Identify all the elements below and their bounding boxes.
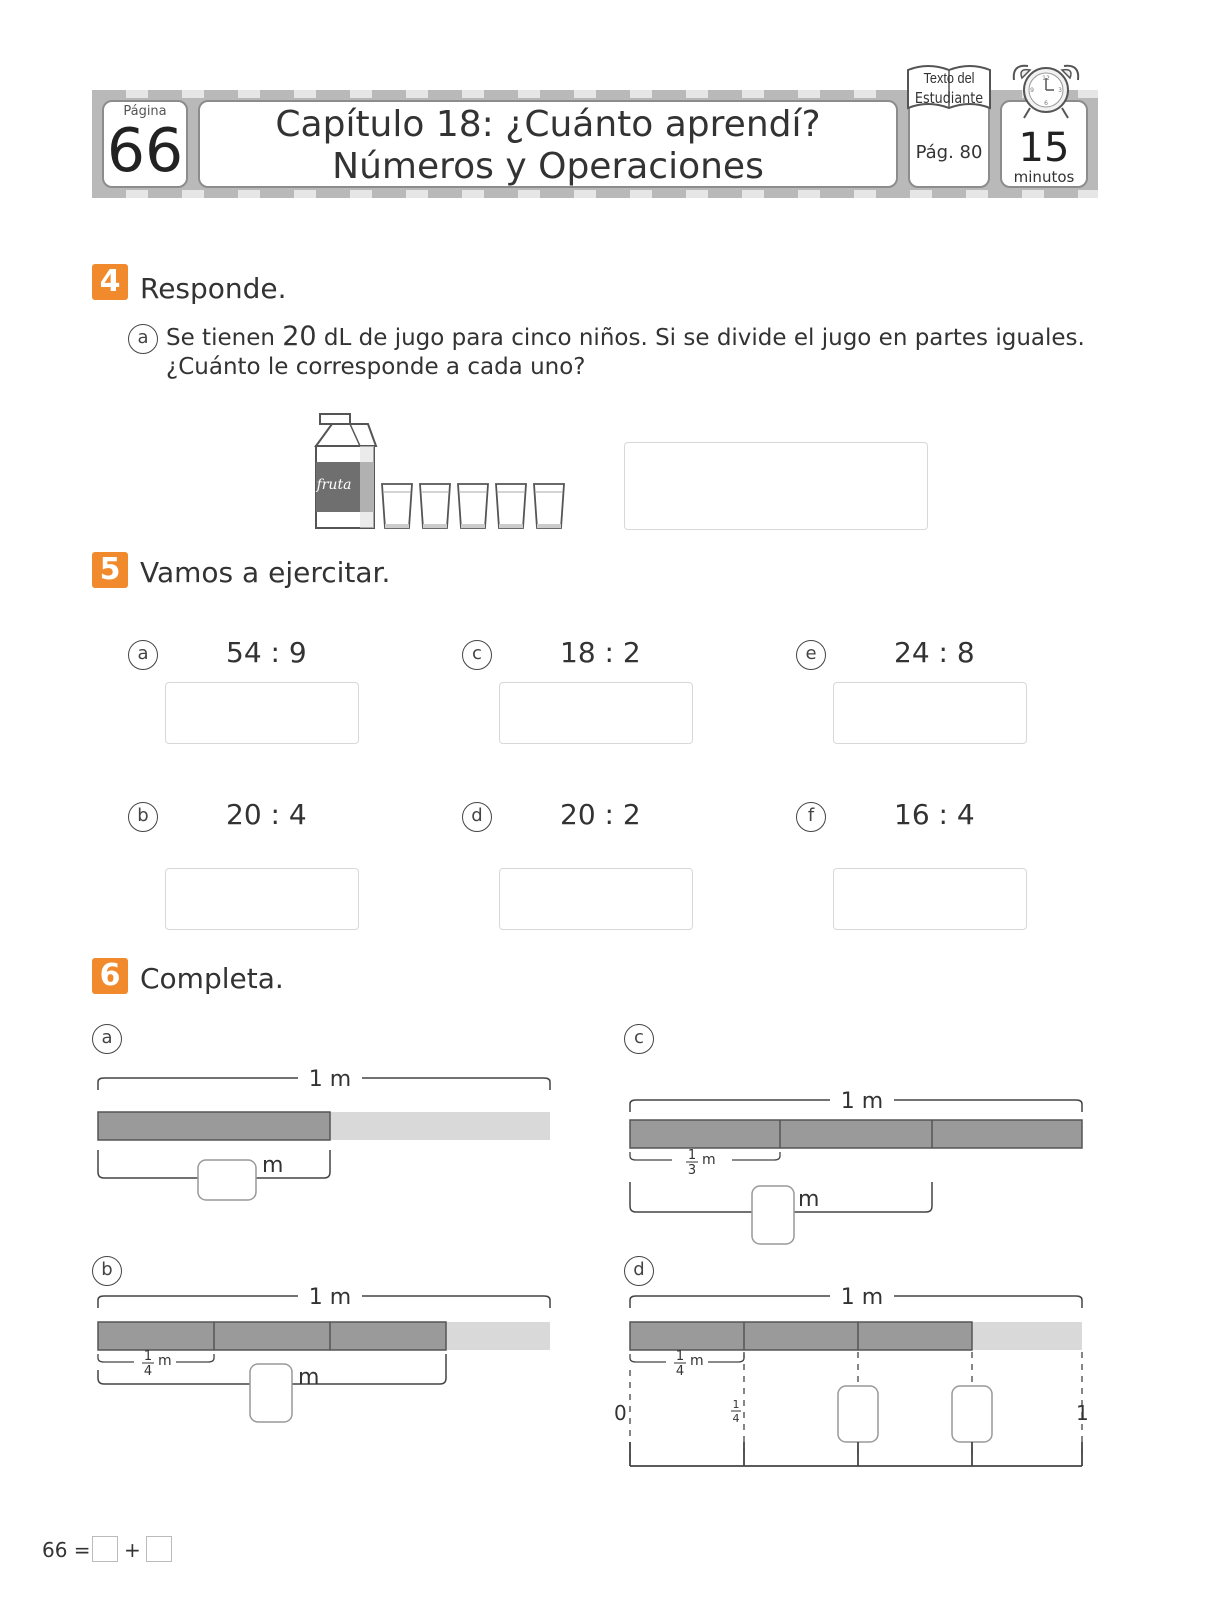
answer-box[interactable] xyxy=(752,1186,794,1244)
fraction-numerator: 1 xyxy=(675,1349,685,1364)
tick-fraction-den: 4 xyxy=(732,1412,740,1425)
exercise-letter-c: c xyxy=(462,640,492,670)
exercise-f-answer-box[interactable] xyxy=(833,868,1027,930)
exercise-d: 20 : 2 xyxy=(560,798,641,831)
exercise-e: 24 : 8 xyxy=(894,636,975,669)
footer-page-text: 66 = xyxy=(42,1538,91,1562)
numberline-start: 0 xyxy=(614,1401,627,1425)
fraction-unit: m xyxy=(690,1353,704,1369)
chapter-subtitle: Números y Operaciones xyxy=(332,146,764,187)
section5-title: Vamos a ejercitar. xyxy=(140,556,391,589)
footer-box-2 xyxy=(146,1536,172,1562)
section4-answer-box[interactable] xyxy=(624,442,928,530)
glass-icon xyxy=(382,484,412,528)
exercise-letter-a: a xyxy=(128,640,158,670)
clock-num-9: 9 xyxy=(1030,87,1034,94)
answer-box[interactable] xyxy=(198,1160,256,1200)
exercise-a: 54 : 9 xyxy=(226,636,307,669)
exercise-letter-b: b xyxy=(128,802,158,832)
section4-badge: 4 xyxy=(92,264,128,300)
exercise-letter-f: f xyxy=(796,802,826,832)
section4-item-letter: a xyxy=(128,324,158,354)
section6-badge: 6 xyxy=(92,958,128,994)
diagram-c xyxy=(622,1089,1102,1244)
glasses-group xyxy=(380,482,570,532)
fraction-numerator: 1 xyxy=(687,1148,697,1163)
header-stripe-bottom xyxy=(92,190,1098,198)
text-reference-page: Pág. 80 xyxy=(915,142,983,163)
section6-title: Completa. xyxy=(140,962,284,995)
exercise-letter-e: e xyxy=(796,640,826,670)
carton-label: fruta xyxy=(316,477,352,493)
footer-plus: + xyxy=(124,1538,141,1562)
answer-box[interactable] xyxy=(838,1386,878,1442)
alarm-clock-icon xyxy=(1008,60,1084,122)
unit-label: m xyxy=(298,1365,320,1390)
exercise-e-answer-box[interactable] xyxy=(833,682,1027,744)
whole-label: 1 m xyxy=(840,1089,884,1114)
glass-icon xyxy=(420,484,450,528)
time-value: 15 xyxy=(1018,125,1070,171)
answer-box[interactable] xyxy=(250,1364,292,1422)
glass-icon xyxy=(534,484,564,528)
question-number: 20 xyxy=(282,321,317,352)
whole-label: 1 m xyxy=(840,1285,884,1310)
fraction-denominator: 3 xyxy=(687,1163,697,1178)
glass-icon xyxy=(496,484,526,528)
whole-label: 1 m xyxy=(308,1067,352,1092)
exercise-b-answer-box[interactable] xyxy=(165,868,359,930)
page-number: 66 xyxy=(106,116,184,186)
numberline-end: 1 xyxy=(1076,1401,1089,1425)
clock-num-3: 3 xyxy=(1058,87,1062,94)
page-label: Página xyxy=(123,104,167,119)
answer-box[interactable] xyxy=(952,1386,992,1442)
clock-num-6: 6 xyxy=(1044,100,1048,107)
section4-title: Responde. xyxy=(140,272,287,305)
diagram-letter-d: d xyxy=(624,1256,654,1286)
unit-label: m xyxy=(262,1153,284,1178)
exercise-f: 16 : 4 xyxy=(894,798,975,831)
exercise-c: 18 : 2 xyxy=(560,636,641,669)
fraction-denominator: 4 xyxy=(675,1364,685,1379)
question-part1: Se tienen xyxy=(166,325,283,351)
footer-box-1 xyxy=(92,1536,118,1562)
section5-badge: 5 xyxy=(92,552,128,588)
tick-fraction-num: 1 xyxy=(732,1398,740,1411)
exercise-d-answer-box[interactable] xyxy=(499,868,693,930)
exercise-c-answer-box[interactable] xyxy=(499,682,693,744)
diagram-b xyxy=(90,1285,570,1430)
unit-label: m xyxy=(798,1187,820,1212)
diagram-letter-c: c xyxy=(624,1024,654,1054)
section4-question xyxy=(166,322,1085,353)
diagram-letter-b: b xyxy=(92,1256,122,1286)
text-reference-label2: Estudiante xyxy=(914,89,984,107)
fraction-denominator: 4 xyxy=(143,1364,153,1379)
section4-question-line2: ¿Cuánto le corresponde a cada uno? xyxy=(166,354,586,380)
exercise-letter-d: d xyxy=(462,802,492,832)
exercise-a-answer-box[interactable] xyxy=(165,682,359,744)
clock-num-12: 12 xyxy=(1042,75,1050,82)
exercise-b: 20 : 4 xyxy=(226,798,307,831)
diagram-letter-a: a xyxy=(92,1024,122,1054)
whole-label: 1 m xyxy=(308,1285,352,1310)
diagram-d xyxy=(614,1285,1102,1480)
question-part2: dL de jugo para cinco niños. Si se divide el jugo en partes iguales. xyxy=(316,325,1085,351)
fraction-unit: m xyxy=(158,1353,172,1369)
juice-carton-icon xyxy=(314,412,380,530)
fraction-unit: m xyxy=(702,1152,716,1168)
time-unit: minutos xyxy=(1013,168,1075,186)
glass-icon xyxy=(458,484,488,528)
text-reference-label1: Texto del xyxy=(923,70,975,87)
diagram-a xyxy=(90,1068,570,1208)
chapter-title: Capítulo 18: ¿Cuánto aprendí? xyxy=(275,104,821,145)
fraction-numerator: 1 xyxy=(143,1349,153,1364)
